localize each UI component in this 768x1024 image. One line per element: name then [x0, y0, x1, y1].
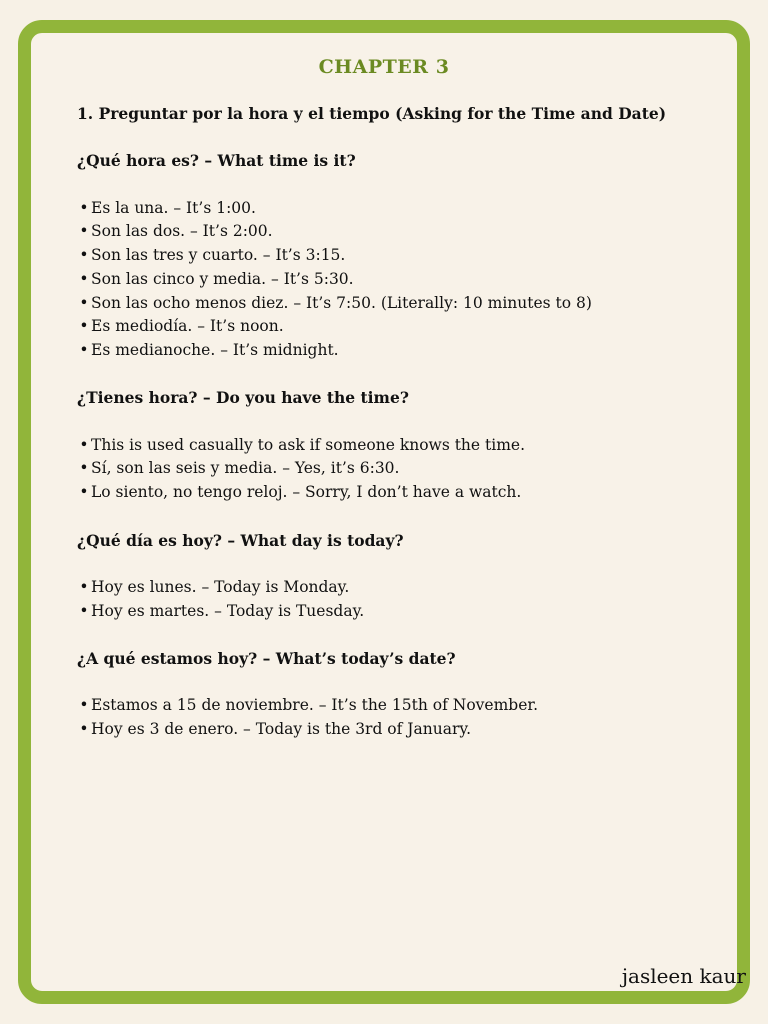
section-heading: ¿Qué día es hoy? – What day is today? [77, 530, 404, 550]
phrase-list [77, 197, 717, 363]
list-item [77, 197, 717, 221]
chapter-content [77, 102, 717, 766]
list-item-text: This is used casually to ask if someone knows the time. [91, 435, 525, 454]
list-item-text: Son las ocho menos diez. – It’s 7:50. (Literally: 10 minutes to 8) [91, 293, 592, 312]
list-item-text: Es mediodía. – It’s noon. [91, 317, 284, 336]
author-signature: jasleen kaur [621, 964, 746, 988]
list-item [77, 292, 717, 316]
section-heading: ¿Tienes hora? – Do you have the time? [77, 388, 409, 408]
list-item-text: Es la una. – It’s 1:00. [91, 198, 256, 217]
list-item [77, 220, 717, 244]
bullet-icon: • [79, 483, 89, 502]
list-item [77, 481, 717, 505]
list-item [77, 244, 717, 268]
list-item [77, 457, 717, 481]
list-item [77, 600, 717, 624]
list-item-text: Hoy es lunes. – Today is Monday. [91, 577, 350, 596]
bullet-icon: • [79, 246, 89, 265]
list-item-text: Estamos a 15 de noviembre. – It’s the 15th of November. [91, 696, 539, 715]
section-heading: ¿A qué estamos hoy? – What’s today’s date? [77, 649, 456, 669]
list-item [77, 434, 717, 458]
bullet-icon: • [79, 459, 89, 478]
list-item [77, 268, 717, 292]
list-item [77, 718, 717, 742]
list-item-text: Lo siento, no tengo reloj. – Sorry, I don’t have a watch. [91, 483, 522, 502]
phrase-list [77, 694, 717, 741]
bullet-icon: • [79, 435, 89, 454]
bullet-icon: • [79, 601, 89, 620]
section-what-date [77, 647, 717, 742]
bullet-icon: • [79, 720, 89, 739]
bullet-icon: • [79, 198, 89, 217]
section-what-time [77, 149, 717, 362]
bullet-icon: • [79, 293, 89, 312]
bullet-icon: • [79, 317, 89, 336]
list-item-text: Sí, son las seis y media. – Yes, it’s 6:30. [91, 459, 400, 478]
list-item [77, 694, 717, 718]
list-item [77, 339, 717, 363]
list-item [77, 315, 717, 339]
list-item-text: Es medianoche. – It’s midnight. [91, 341, 339, 359]
list-item-text: Son las tres y cuarto. – It’s 3:15. [91, 246, 346, 265]
list-item-text: Son las cinco y media. – It’s 5:30. [91, 269, 354, 288]
list-item-text: Hoy es martes. – Today is Tuesday. [91, 601, 365, 620]
list-item [77, 576, 717, 600]
section-heading: ¿Qué hora es? – What time is it? [77, 151, 356, 171]
chapter-title: CHAPTER 3 [318, 56, 450, 78]
section-what-day [77, 529, 717, 624]
bullet-icon: • [79, 269, 89, 288]
phrase-list [77, 576, 717, 623]
bullet-icon: • [79, 341, 89, 359]
bullet-icon: • [79, 696, 89, 715]
list-item-text: Son las dos. – It’s 2:00. [91, 222, 273, 241]
list-item-text: Hoy es 3 de enero. – Today is the 3rd of January. [91, 720, 471, 739]
phrase-list [77, 434, 717, 505]
bullet-icon: • [79, 577, 89, 596]
section-title: 1. Preguntar por la hora y el tiempo (Asking for the Time and Date) [77, 104, 667, 123]
section-have-time [77, 386, 717, 505]
bullet-icon: • [79, 222, 89, 241]
